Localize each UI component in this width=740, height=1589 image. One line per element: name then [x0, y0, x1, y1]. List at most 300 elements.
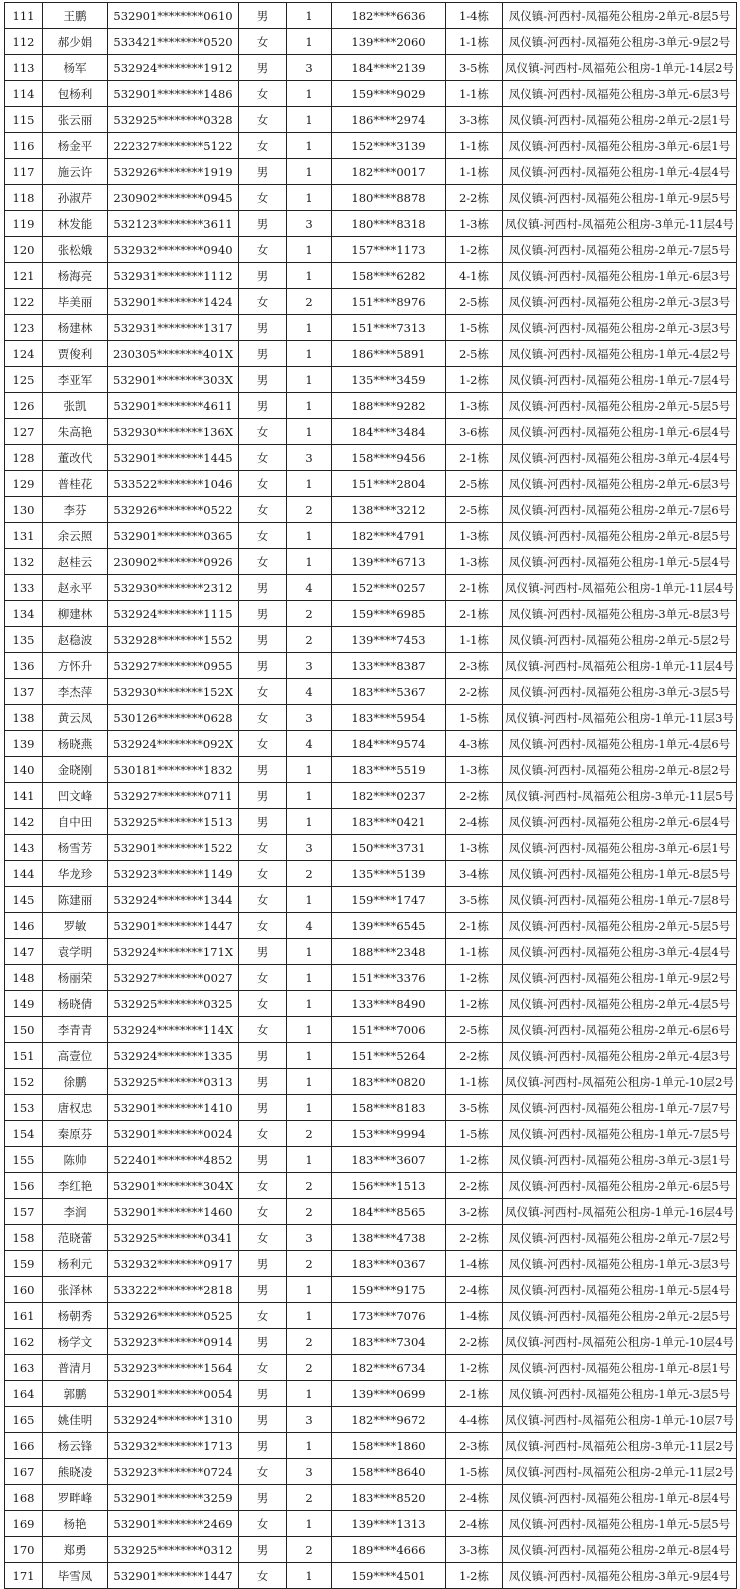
- resident-name-cell: 杨学文: [43, 1329, 108, 1355]
- household-size-cell: 2: [287, 289, 332, 315]
- housing-code-cell: 1-3栋: [446, 211, 503, 237]
- row-number-cell: 167: [5, 1459, 43, 1485]
- housing-code-cell: 1-2栋: [446, 991, 503, 1017]
- household-size-cell: 2: [287, 1199, 332, 1225]
- table-row: [5, 991, 737, 1017]
- gender-cell: 男: [239, 1043, 287, 1069]
- row-number-cell: 126: [5, 393, 43, 419]
- phone-number-cell: 184****8565: [332, 1199, 446, 1225]
- housing-code-cell: 1-5栋: [446, 705, 503, 731]
- resident-name-cell: 赵桂云: [43, 549, 108, 575]
- row-number-cell: 121: [5, 263, 43, 289]
- housing-code-cell: 2-5栋: [446, 1017, 503, 1043]
- row-number-cell: 130: [5, 497, 43, 523]
- phone-number-cell: 150****3731: [332, 835, 446, 861]
- phone-number-cell: 182****6734: [332, 1355, 446, 1381]
- row-number-cell: 168: [5, 1485, 43, 1511]
- table-row: [5, 1485, 737, 1511]
- gender-cell: 男: [239, 1407, 287, 1433]
- gender-cell: 女: [239, 289, 287, 315]
- row-number-cell: 156: [5, 1173, 43, 1199]
- row-number-cell: 136: [5, 653, 43, 679]
- row-number-cell: 116: [5, 133, 43, 159]
- table-row: [5, 1173, 737, 1199]
- household-size-cell: 1: [287, 1277, 332, 1303]
- address-cell: 凤仪镇-河西村-凤福苑公租房-1单元-16层4号: [503, 1199, 737, 1225]
- phone-number-cell: 152****0257: [332, 575, 446, 601]
- gender-cell: 女: [239, 1225, 287, 1251]
- id-number-cell: 532901********0024: [108, 1121, 239, 1147]
- phone-number-cell: 135****5139: [332, 861, 446, 887]
- gender-cell: 女: [239, 29, 287, 55]
- table-row: [5, 3, 737, 29]
- address-cell: 凤仪镇-河西村-凤福苑公租房-1单元-11层4号: [503, 575, 737, 601]
- phone-number-cell: 157****1173: [332, 237, 446, 263]
- row-number-cell: 146: [5, 913, 43, 939]
- address-cell: 凤仪镇-河西村-凤福苑公租房-1单元-8层5号: [503, 861, 737, 887]
- address-cell: 凤仪镇-河西村-凤福苑公租房-2单元-8层5号: [503, 523, 737, 549]
- address-cell: 凤仪镇-河西村-凤福苑公租房-2单元-3层3号: [503, 289, 737, 315]
- table-row: [5, 965, 737, 991]
- id-number-cell: 532928********1552: [108, 627, 239, 653]
- table-row: [5, 497, 737, 523]
- household-size-cell: 3: [287, 445, 332, 471]
- address-cell: 凤仪镇-河西村-凤福苑公租房-2单元-6层4号: [503, 809, 737, 835]
- housing-code-cell: 2-1栋: [446, 1381, 503, 1407]
- gender-cell: 男: [239, 1433, 287, 1459]
- address-cell: 凤仪镇-河西村-凤福苑公租房-1单元-4层6号: [503, 731, 737, 757]
- row-number-cell: 152: [5, 1069, 43, 1095]
- table-row: [5, 211, 737, 237]
- housing-code-cell: 1-2栋: [446, 367, 503, 393]
- resident-name-cell: 杨海亮: [43, 263, 108, 289]
- table-row: [5, 1381, 737, 1407]
- household-size-cell: 1: [287, 29, 332, 55]
- row-number-cell: 114: [5, 81, 43, 107]
- gender-cell: 女: [239, 991, 287, 1017]
- id-number-cell: 532932********0940: [108, 237, 239, 263]
- gender-cell: 女: [239, 1511, 287, 1537]
- household-size-cell: 1: [287, 133, 332, 159]
- phone-number-cell: 153****9994: [332, 1121, 446, 1147]
- address-cell: 凤仪镇-河西村-凤福苑公租房-2单元-6层6号: [503, 1017, 737, 1043]
- housing-code-cell: 2-1栋: [446, 575, 503, 601]
- id-number-cell: 532901********0054: [108, 1381, 239, 1407]
- household-size-cell: 3: [287, 1407, 332, 1433]
- id-number-cell: 532927********0711: [108, 783, 239, 809]
- table-row: [5, 939, 737, 965]
- id-number-cell: 532924********1115: [108, 601, 239, 627]
- phone-number-cell: 139****2060: [332, 29, 446, 55]
- table-row: [5, 29, 737, 55]
- gender-cell: 男: [239, 211, 287, 237]
- address-cell: 凤仪镇-河西村-凤福苑公租房-3单元-6层1号: [503, 133, 737, 159]
- phone-number-cell: 138****4738: [332, 1225, 446, 1251]
- id-number-cell: 532901********2469: [108, 1511, 239, 1537]
- resident-name-cell: 黄云凤: [43, 705, 108, 731]
- gender-cell: 男: [239, 939, 287, 965]
- row-number-cell: 140: [5, 757, 43, 783]
- phone-number-cell: 151****7006: [332, 1017, 446, 1043]
- gender-cell: 女: [239, 913, 287, 939]
- table-row: [5, 1043, 737, 1069]
- address-cell: 凤仪镇-河西村-凤福苑公租房-3单元-3层5号: [503, 679, 737, 705]
- resident-name-cell: 李红艳: [43, 1173, 108, 1199]
- table-row: [5, 1303, 737, 1329]
- row-number-cell: 160: [5, 1277, 43, 1303]
- gender-cell: 女: [239, 523, 287, 549]
- gender-cell: 男: [239, 601, 287, 627]
- household-size-cell: 1: [287, 1017, 332, 1043]
- gender-cell: 男: [239, 653, 287, 679]
- household-size-cell: 1: [287, 1381, 332, 1407]
- housing-code-cell: 1-1栋: [446, 939, 503, 965]
- gender-cell: 男: [239, 341, 287, 367]
- gender-cell: 男: [239, 627, 287, 653]
- address-cell: 凤仪镇-河西村-凤福苑公租房-1单元-5层4号: [503, 1277, 737, 1303]
- address-cell: 凤仪镇-河西村-凤福苑公租房-1单元-11层3号: [503, 705, 737, 731]
- address-cell: 凤仪镇-河西村-凤福苑公租房-3单元-11层5号: [503, 783, 737, 809]
- row-number-cell: 165: [5, 1407, 43, 1433]
- phone-number-cell: 188****2348: [332, 939, 446, 965]
- gender-cell: 女: [239, 1563, 287, 1589]
- gender-cell: 男: [239, 1251, 287, 1277]
- id-number-cell: 230902********0926: [108, 549, 239, 575]
- row-number-cell: 111: [5, 3, 43, 29]
- housing-code-cell: 2-5栋: [446, 497, 503, 523]
- household-size-cell: 1: [287, 783, 332, 809]
- table-row: [5, 133, 737, 159]
- household-size-cell: 4: [287, 913, 332, 939]
- gender-cell: 男: [239, 1381, 287, 1407]
- id-number-cell: 532901********0365: [108, 523, 239, 549]
- household-size-cell: 1: [287, 1433, 332, 1459]
- phone-number-cell: 139****1313: [332, 1511, 446, 1537]
- household-size-cell: 1: [287, 1563, 332, 1589]
- phone-number-cell: 151****8976: [332, 289, 446, 315]
- table-row: [5, 835, 737, 861]
- resident-name-cell: 李芬: [43, 497, 108, 523]
- id-number-cell: 532901********0610: [108, 3, 239, 29]
- gender-cell: 女: [239, 835, 287, 861]
- household-size-cell: 4: [287, 731, 332, 757]
- housing-code-cell: 1-1栋: [446, 81, 503, 107]
- address-cell: 凤仪镇-河西村-凤福苑公租房-2单元-7层6号: [503, 497, 737, 523]
- id-number-cell: 532901********1410: [108, 1095, 239, 1121]
- resident-name-cell: 李亚军: [43, 367, 108, 393]
- household-size-cell: 3: [287, 55, 332, 81]
- resident-name-cell: 张云丽: [43, 107, 108, 133]
- housing-code-cell: 1-3栋: [446, 835, 503, 861]
- housing-code-cell: 2-5栋: [446, 471, 503, 497]
- resident-name-cell: 董改代: [43, 445, 108, 471]
- resident-name-cell: 高壹位: [43, 1043, 108, 1069]
- id-number-cell: 532901********3259: [108, 1485, 239, 1511]
- table-row: [5, 1355, 737, 1381]
- phone-number-cell: 182****6636: [332, 3, 446, 29]
- row-number-cell: 148: [5, 965, 43, 991]
- resident-name-cell: 施云许: [43, 159, 108, 185]
- gender-cell: 女: [239, 185, 287, 211]
- housing-code-cell: 2-2栋: [446, 1329, 503, 1355]
- address-cell: 凤仪镇-河西村-凤福苑公租房-2单元-7层5号: [503, 237, 737, 263]
- phone-number-cell: 158****1860: [332, 1433, 446, 1459]
- id-number-cell: 533421********0520: [108, 29, 239, 55]
- table-row: [5, 1069, 737, 1095]
- table-row: [5, 1459, 737, 1485]
- gender-cell: 女: [239, 1303, 287, 1329]
- phone-number-cell: 188****9282: [332, 393, 446, 419]
- table-row: [5, 263, 737, 289]
- id-number-cell: 532932********1713: [108, 1433, 239, 1459]
- gender-cell: 女: [239, 1199, 287, 1225]
- id-number-cell: 533522********1046: [108, 471, 239, 497]
- id-number-cell: 530181********1832: [108, 757, 239, 783]
- household-size-cell: 1: [287, 81, 332, 107]
- address-cell: 凤仪镇-河西村-凤福苑公租房-3单元-11层2号: [503, 1433, 737, 1459]
- gender-cell: 男: [239, 1069, 287, 1095]
- resident-name-cell: 自中田: [43, 809, 108, 835]
- resident-name-cell: 杨云锋: [43, 1433, 108, 1459]
- address-cell: 凤仪镇-河西村-凤福苑公租房-2单元-2层5号: [503, 1303, 737, 1329]
- household-size-cell: 1: [287, 393, 332, 419]
- housing-code-cell: 2-5栋: [446, 341, 503, 367]
- row-number-cell: 150: [5, 1017, 43, 1043]
- table-row: [5, 1537, 737, 1563]
- phone-number-cell: 183****3607: [332, 1147, 446, 1173]
- gender-cell: 男: [239, 1095, 287, 1121]
- table-row: [5, 523, 737, 549]
- row-number-cell: 162: [5, 1329, 43, 1355]
- id-number-cell: 532901********304X: [108, 1173, 239, 1199]
- row-number-cell: 132: [5, 549, 43, 575]
- housing-code-cell: 2-4栋: [446, 1511, 503, 1537]
- id-number-cell: 532901********1447: [108, 913, 239, 939]
- table-row: [5, 1147, 737, 1173]
- address-cell: 凤仪镇-河西村-凤福苑公租房-2单元-2层1号: [503, 107, 737, 133]
- row-number-cell: 142: [5, 809, 43, 835]
- housing-code-cell: 2-2栋: [446, 1225, 503, 1251]
- row-number-cell: 161: [5, 1303, 43, 1329]
- housing-roster-table: [4, 2, 737, 1589]
- table-row: [5, 237, 737, 263]
- housing-code-cell: 2-2栋: [446, 1043, 503, 1069]
- gender-cell: 女: [239, 549, 287, 575]
- resident-name-cell: 杨晓倩: [43, 991, 108, 1017]
- resident-name-cell: 范晓蕾: [43, 1225, 108, 1251]
- id-number-cell: 230902********0945: [108, 185, 239, 211]
- phone-number-cell: 151****5264: [332, 1043, 446, 1069]
- housing-code-cell: 1-2栋: [446, 1355, 503, 1381]
- household-size-cell: 2: [287, 1121, 332, 1147]
- address-cell: 凤仪镇-河西村-凤福苑公租房-1单元-8层4号: [503, 1485, 737, 1511]
- address-cell: 凤仪镇-河西村-凤福苑公租房-2单元-8层2号: [503, 757, 737, 783]
- phone-number-cell: 151****7313: [332, 315, 446, 341]
- phone-number-cell: 183****0367: [332, 1251, 446, 1277]
- phone-number-cell: 184****9574: [332, 731, 446, 757]
- address-cell: 凤仪镇-河西村-凤福苑公租房-2单元-11层2号: [503, 1459, 737, 1485]
- household-size-cell: 1: [287, 991, 332, 1017]
- household-size-cell: 1: [287, 471, 332, 497]
- resident-name-cell: 金晓刚: [43, 757, 108, 783]
- row-number-cell: 155: [5, 1147, 43, 1173]
- address-cell: 凤仪镇-河西村-凤福苑公租房-1单元-9层2号: [503, 965, 737, 991]
- housing-code-cell: 3-3栋: [446, 1537, 503, 1563]
- address-cell: 凤仪镇-河西村-凤福苑公租房-3单元-9层4号: [503, 1563, 737, 1589]
- gender-cell: 女: [239, 1459, 287, 1485]
- household-size-cell: 1: [287, 1095, 332, 1121]
- household-size-cell: 1: [287, 523, 332, 549]
- row-number-cell: 133: [5, 575, 43, 601]
- address-cell: 凤仪镇-河西村-凤福苑公租房-3单元-4层4号: [503, 939, 737, 965]
- table-row: [5, 185, 737, 211]
- resident-name-cell: 秦原芬: [43, 1121, 108, 1147]
- resident-name-cell: 杨金平: [43, 133, 108, 159]
- phone-number-cell: 182****0237: [332, 783, 446, 809]
- table-row: [5, 1329, 737, 1355]
- address-cell: 凤仪镇-河西村-凤福苑公租房-1单元-11层4号: [503, 653, 737, 679]
- phone-number-cell: 151****2804: [332, 471, 446, 497]
- row-number-cell: 113: [5, 55, 43, 81]
- gender-cell: 女: [239, 1355, 287, 1381]
- table-row: [5, 1095, 737, 1121]
- gender-cell: 女: [239, 497, 287, 523]
- resident-name-cell: 王鹏: [43, 3, 108, 29]
- address-cell: 凤仪镇-河西村-凤福苑公租房-1单元-5层4号: [503, 549, 737, 575]
- row-number-cell: 115: [5, 107, 43, 133]
- phone-number-cell: 173****7076: [332, 1303, 446, 1329]
- resident-name-cell: 张泽林: [43, 1277, 108, 1303]
- resident-name-cell: 普桂花: [43, 471, 108, 497]
- id-number-cell: 532901********4611: [108, 393, 239, 419]
- table-row: [5, 757, 737, 783]
- table-row: [5, 627, 737, 653]
- household-size-cell: 1: [287, 3, 332, 29]
- phone-number-cell: 151****3376: [332, 965, 446, 991]
- gender-cell: 女: [239, 471, 287, 497]
- resident-name-cell: 华龙珍: [43, 861, 108, 887]
- row-number-cell: 169: [5, 1511, 43, 1537]
- address-cell: 凤仪镇-河西村-凤福苑公租房-1单元-7层8号: [503, 887, 737, 913]
- phone-number-cell: 186****5891: [332, 341, 446, 367]
- gender-cell: 男: [239, 393, 287, 419]
- address-cell: 凤仪镇-河西村-凤福苑公租房-3单元-3层1号: [503, 1147, 737, 1173]
- id-number-cell: 532932********0917: [108, 1251, 239, 1277]
- phone-number-cell: 159****1747: [332, 887, 446, 913]
- id-number-cell: 532123********3611: [108, 211, 239, 237]
- housing-code-cell: 1-1栋: [446, 159, 503, 185]
- address-cell: 凤仪镇-河西村-凤福苑公租房-3单元-11层4号: [503, 211, 737, 237]
- phone-number-cell: 183****0820: [332, 1069, 446, 1095]
- housing-code-cell: 1-4栋: [446, 3, 503, 29]
- address-cell: 凤仪镇-河西村-凤福苑公租房-2单元-5层2号: [503, 627, 737, 653]
- table-row: [5, 1199, 737, 1225]
- gender-cell: 女: [239, 107, 287, 133]
- table-row: [5, 81, 737, 107]
- resident-name-cell: 毕美丽: [43, 289, 108, 315]
- housing-code-cell: 1-2栋: [446, 237, 503, 263]
- row-number-cell: 164: [5, 1381, 43, 1407]
- household-size-cell: 2: [287, 627, 332, 653]
- phone-number-cell: 183****5954: [332, 705, 446, 731]
- household-size-cell: 1: [287, 367, 332, 393]
- id-number-cell: 522401********4852: [108, 1147, 239, 1173]
- row-number-cell: 158: [5, 1225, 43, 1251]
- resident-name-cell: 柳建林: [43, 601, 108, 627]
- housing-code-cell: 1-1栋: [446, 627, 503, 653]
- row-number-cell: 154: [5, 1121, 43, 1147]
- resident-name-cell: 张凯: [43, 393, 108, 419]
- resident-name-cell: 李润: [43, 1199, 108, 1225]
- table-row: [5, 1251, 737, 1277]
- row-number-cell: 125: [5, 367, 43, 393]
- id-number-cell: 532924********092X: [108, 731, 239, 757]
- gender-cell: 男: [239, 3, 287, 29]
- household-size-cell: 3: [287, 1225, 332, 1251]
- household-size-cell: 4: [287, 575, 332, 601]
- table-body: [5, 3, 737, 1589]
- id-number-cell: 532925********0313: [108, 1069, 239, 1095]
- row-number-cell: 137: [5, 679, 43, 705]
- table-row: [5, 1017, 737, 1043]
- row-number-cell: 159: [5, 1251, 43, 1277]
- phone-number-cell: 138****3212: [332, 497, 446, 523]
- table-row: [5, 419, 737, 445]
- row-number-cell: 117: [5, 159, 43, 185]
- household-size-cell: 1: [287, 809, 332, 835]
- id-number-cell: 532923********0724: [108, 1459, 239, 1485]
- household-size-cell: 1: [287, 263, 332, 289]
- household-size-cell: 3: [287, 705, 332, 731]
- row-number-cell: 149: [5, 991, 43, 1017]
- id-number-cell: 532926********0525: [108, 1303, 239, 1329]
- table-row: [5, 653, 737, 679]
- address-cell: 凤仪镇-河西村-凤福苑公租房-1单元-14层2号: [503, 55, 737, 81]
- row-number-cell: 139: [5, 731, 43, 757]
- household-size-cell: 1: [287, 757, 332, 783]
- housing-code-cell: 2-4栋: [446, 1277, 503, 1303]
- resident-name-cell: 李杰萍: [43, 679, 108, 705]
- resident-name-cell: 郝少娟: [43, 29, 108, 55]
- phone-number-cell: 139****6713: [332, 549, 446, 575]
- housing-code-cell: 3-2栋: [446, 1199, 503, 1225]
- address-cell: 凤仪镇-河西村-凤福苑公租房-1单元-10层4号: [503, 1329, 737, 1355]
- gender-cell: 男: [239, 159, 287, 185]
- row-number-cell: 151: [5, 1043, 43, 1069]
- row-number-cell: 135: [5, 627, 43, 653]
- phone-number-cell: 183****0421: [332, 809, 446, 835]
- resident-name-cell: 贾俊利: [43, 341, 108, 367]
- row-number-cell: 170: [5, 1537, 43, 1563]
- gender-cell: 男: [239, 575, 287, 601]
- table-row: [5, 731, 737, 757]
- household-size-cell: 2: [287, 497, 332, 523]
- gender-cell: 男: [239, 367, 287, 393]
- gender-cell: 女: [239, 965, 287, 991]
- gender-cell: 男: [239, 757, 287, 783]
- id-number-cell: 532931********1317: [108, 315, 239, 341]
- household-size-cell: 1: [287, 1303, 332, 1329]
- housing-code-cell: 4-3栋: [446, 731, 503, 757]
- housing-code-cell: 2-5栋: [446, 289, 503, 315]
- household-size-cell: 1: [287, 887, 332, 913]
- table-row: [5, 705, 737, 731]
- housing-code-cell: 1-2栋: [446, 1563, 503, 1589]
- address-cell: 凤仪镇-河西村-凤福苑公租房-2单元-5层5号: [503, 913, 737, 939]
- address-cell: 凤仪镇-河西村-凤福苑公租房-1单元-7层7号: [503, 1095, 737, 1121]
- housing-code-cell: 2-3栋: [446, 653, 503, 679]
- address-cell: 凤仪镇-河西村-凤福苑公租房-1单元-5层5号: [503, 1511, 737, 1537]
